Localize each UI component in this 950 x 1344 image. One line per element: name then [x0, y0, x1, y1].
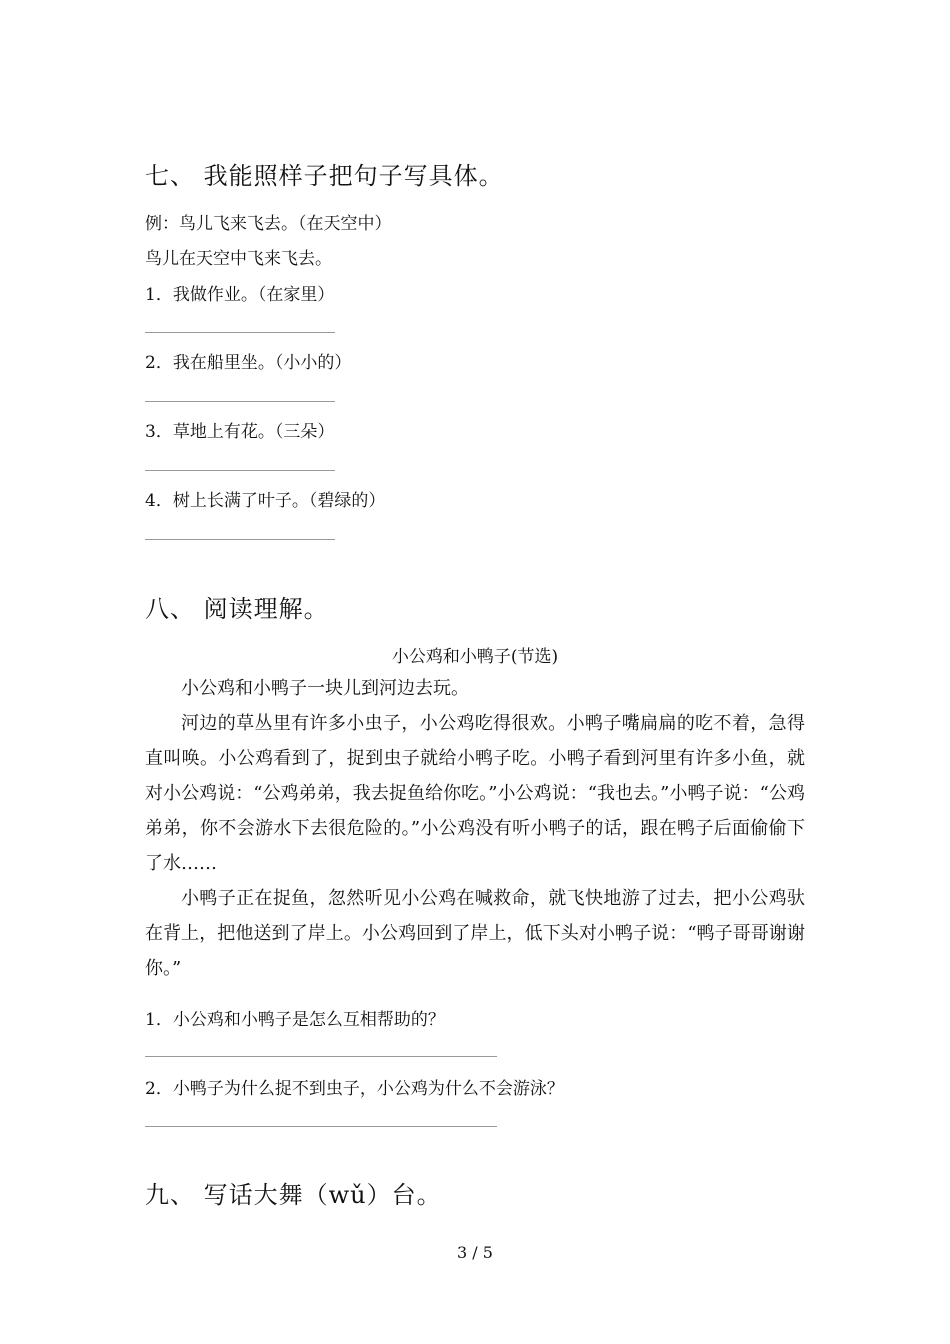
reading-passage [145, 671, 805, 986]
passage-paragraph-1: 小公鸡和小鸭子一块儿到河边去玩。 [181, 678, 469, 699]
section9-heading: 九、 写话大舞（wǔ）台。 [145, 1181, 442, 1209]
passage-paragraph-2: 河边的草丛里有许多小虫子，小公鸡吃得很欢。小鸭子嘴扁扁的吃不着，急得直叫唤。小公鸡看到了，捉到虫子就给小鸭子吃。小鸭子看到河里有许多小鱼，就对小公鸡说：“公鸡弟弟，我去捉鱼给你吃。”小公鸡说：“我也去。”小鸭子说：“公鸡弟弟，你不会游水下去很危险的。”小公鸡没有听小鸭子的话，跟在鸭子后面偷偷下了水…… [145, 713, 805, 874]
exercise-item-1: 1．我做作业。（在家里） [145, 285, 335, 305]
question-1-answer-line[interactable] [145, 1056, 497, 1057]
answer-line-4[interactable] [145, 539, 335, 540]
answer-line-3[interactable] [145, 470, 335, 471]
passage-paragraph-3: 小鸭子正在捉鱼，忽然听见小公鸡在喊救命，就飞快地游了过去，把小公鸡驮在背上，把他送到了岸上。小公鸡回到了岸上，低下头对小鸭子说：“鸭子哥哥谢谢你。” [145, 888, 805, 979]
question-2-answer-line[interactable] [145, 1126, 497, 1127]
answer-line-2[interactable] [145, 401, 335, 402]
page-number: 3 / 5 [457, 1243, 493, 1262]
example-answer: 鸟儿在天空中飞来飞去。 [145, 249, 332, 269]
exercise-item-2: 2．我在船里坐。（小小的） [145, 353, 352, 373]
question-1: 1．小公鸡和小鸭子是怎么互相帮助的？ [145, 1010, 445, 1030]
section8-heading: 八、 阅读理解。 [145, 595, 329, 623]
exercise-item-3: 3．草地上有花。（三朵） [145, 422, 335, 442]
exercise-item-4: 4．树上长满了叶子。（碧绿的） [145, 491, 386, 511]
example-sentence: 例：鸟儿飞来飞去。（在天空中） [145, 214, 392, 234]
answer-line-1[interactable] [145, 332, 335, 333]
section7-heading: 七、 我能照样子把句子写具体。 [145, 162, 504, 190]
passage-title: 小公鸡和小鸭子(节选) [391, 647, 559, 667]
question-2: 2．小鸭子为什么捉不到虫子，小公鸡为什么不会游泳？ [145, 1079, 564, 1099]
